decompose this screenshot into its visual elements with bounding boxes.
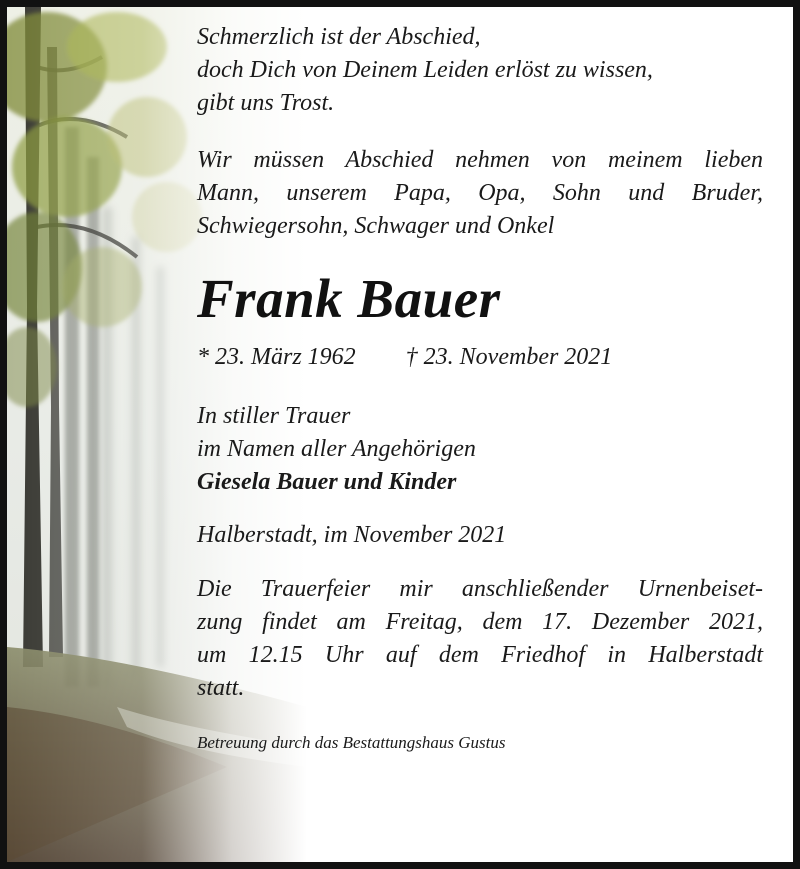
mourners-line: im Namen aller Angehörigen <box>197 436 476 462</box>
notice-text <box>197 21 763 754</box>
funeral-line: Die Trauerfeier mir anschließender Urnenbeiset- <box>197 576 763 602</box>
birth-date: * 23. März 1962 <box>197 344 356 370</box>
family-names: Giesela Bauer und Kinder <box>197 469 457 495</box>
intro-line: Schwiegersohn, Schwager und Onkel <box>197 213 555 239</box>
verse-line: Schmerzlich ist der Abschied, <box>197 24 481 50</box>
verse <box>197 21 763 120</box>
intro <box>197 144 763 243</box>
deceased-name: Frank Bauer <box>197 268 501 329</box>
life-dates <box>197 341 763 374</box>
funeral-home-credit: Betreuung durch das Bestattungshaus Gustus <box>197 733 506 752</box>
funeral-line: zung findet am Freitag, dem 17. Dezember 2021, <box>197 609 763 635</box>
intro-line: Mann, unserem Papa, Opa, Sohn und Bruder, <box>197 180 763 206</box>
verse-line: doch Dich von Deinem Leiden erlöst zu wissen, <box>197 57 653 83</box>
funeral-line: statt. <box>197 675 245 701</box>
funeral-info <box>197 573 763 705</box>
place-date: Halberstadt, im November 2021 <box>197 522 507 548</box>
intro-line: Wir müssen Abschied nehmen von meinem lieben <box>197 147 763 173</box>
mourners <box>197 400 763 499</box>
mourners-line: In stiller Trauer <box>197 403 351 429</box>
death-date: † 23. November 2021 <box>405 344 613 370</box>
verse-line: gibt uns Trost. <box>197 90 335 116</box>
funeral-line: um 12.15 Uhr auf dem Friedhof in Halberstadt <box>197 642 763 668</box>
